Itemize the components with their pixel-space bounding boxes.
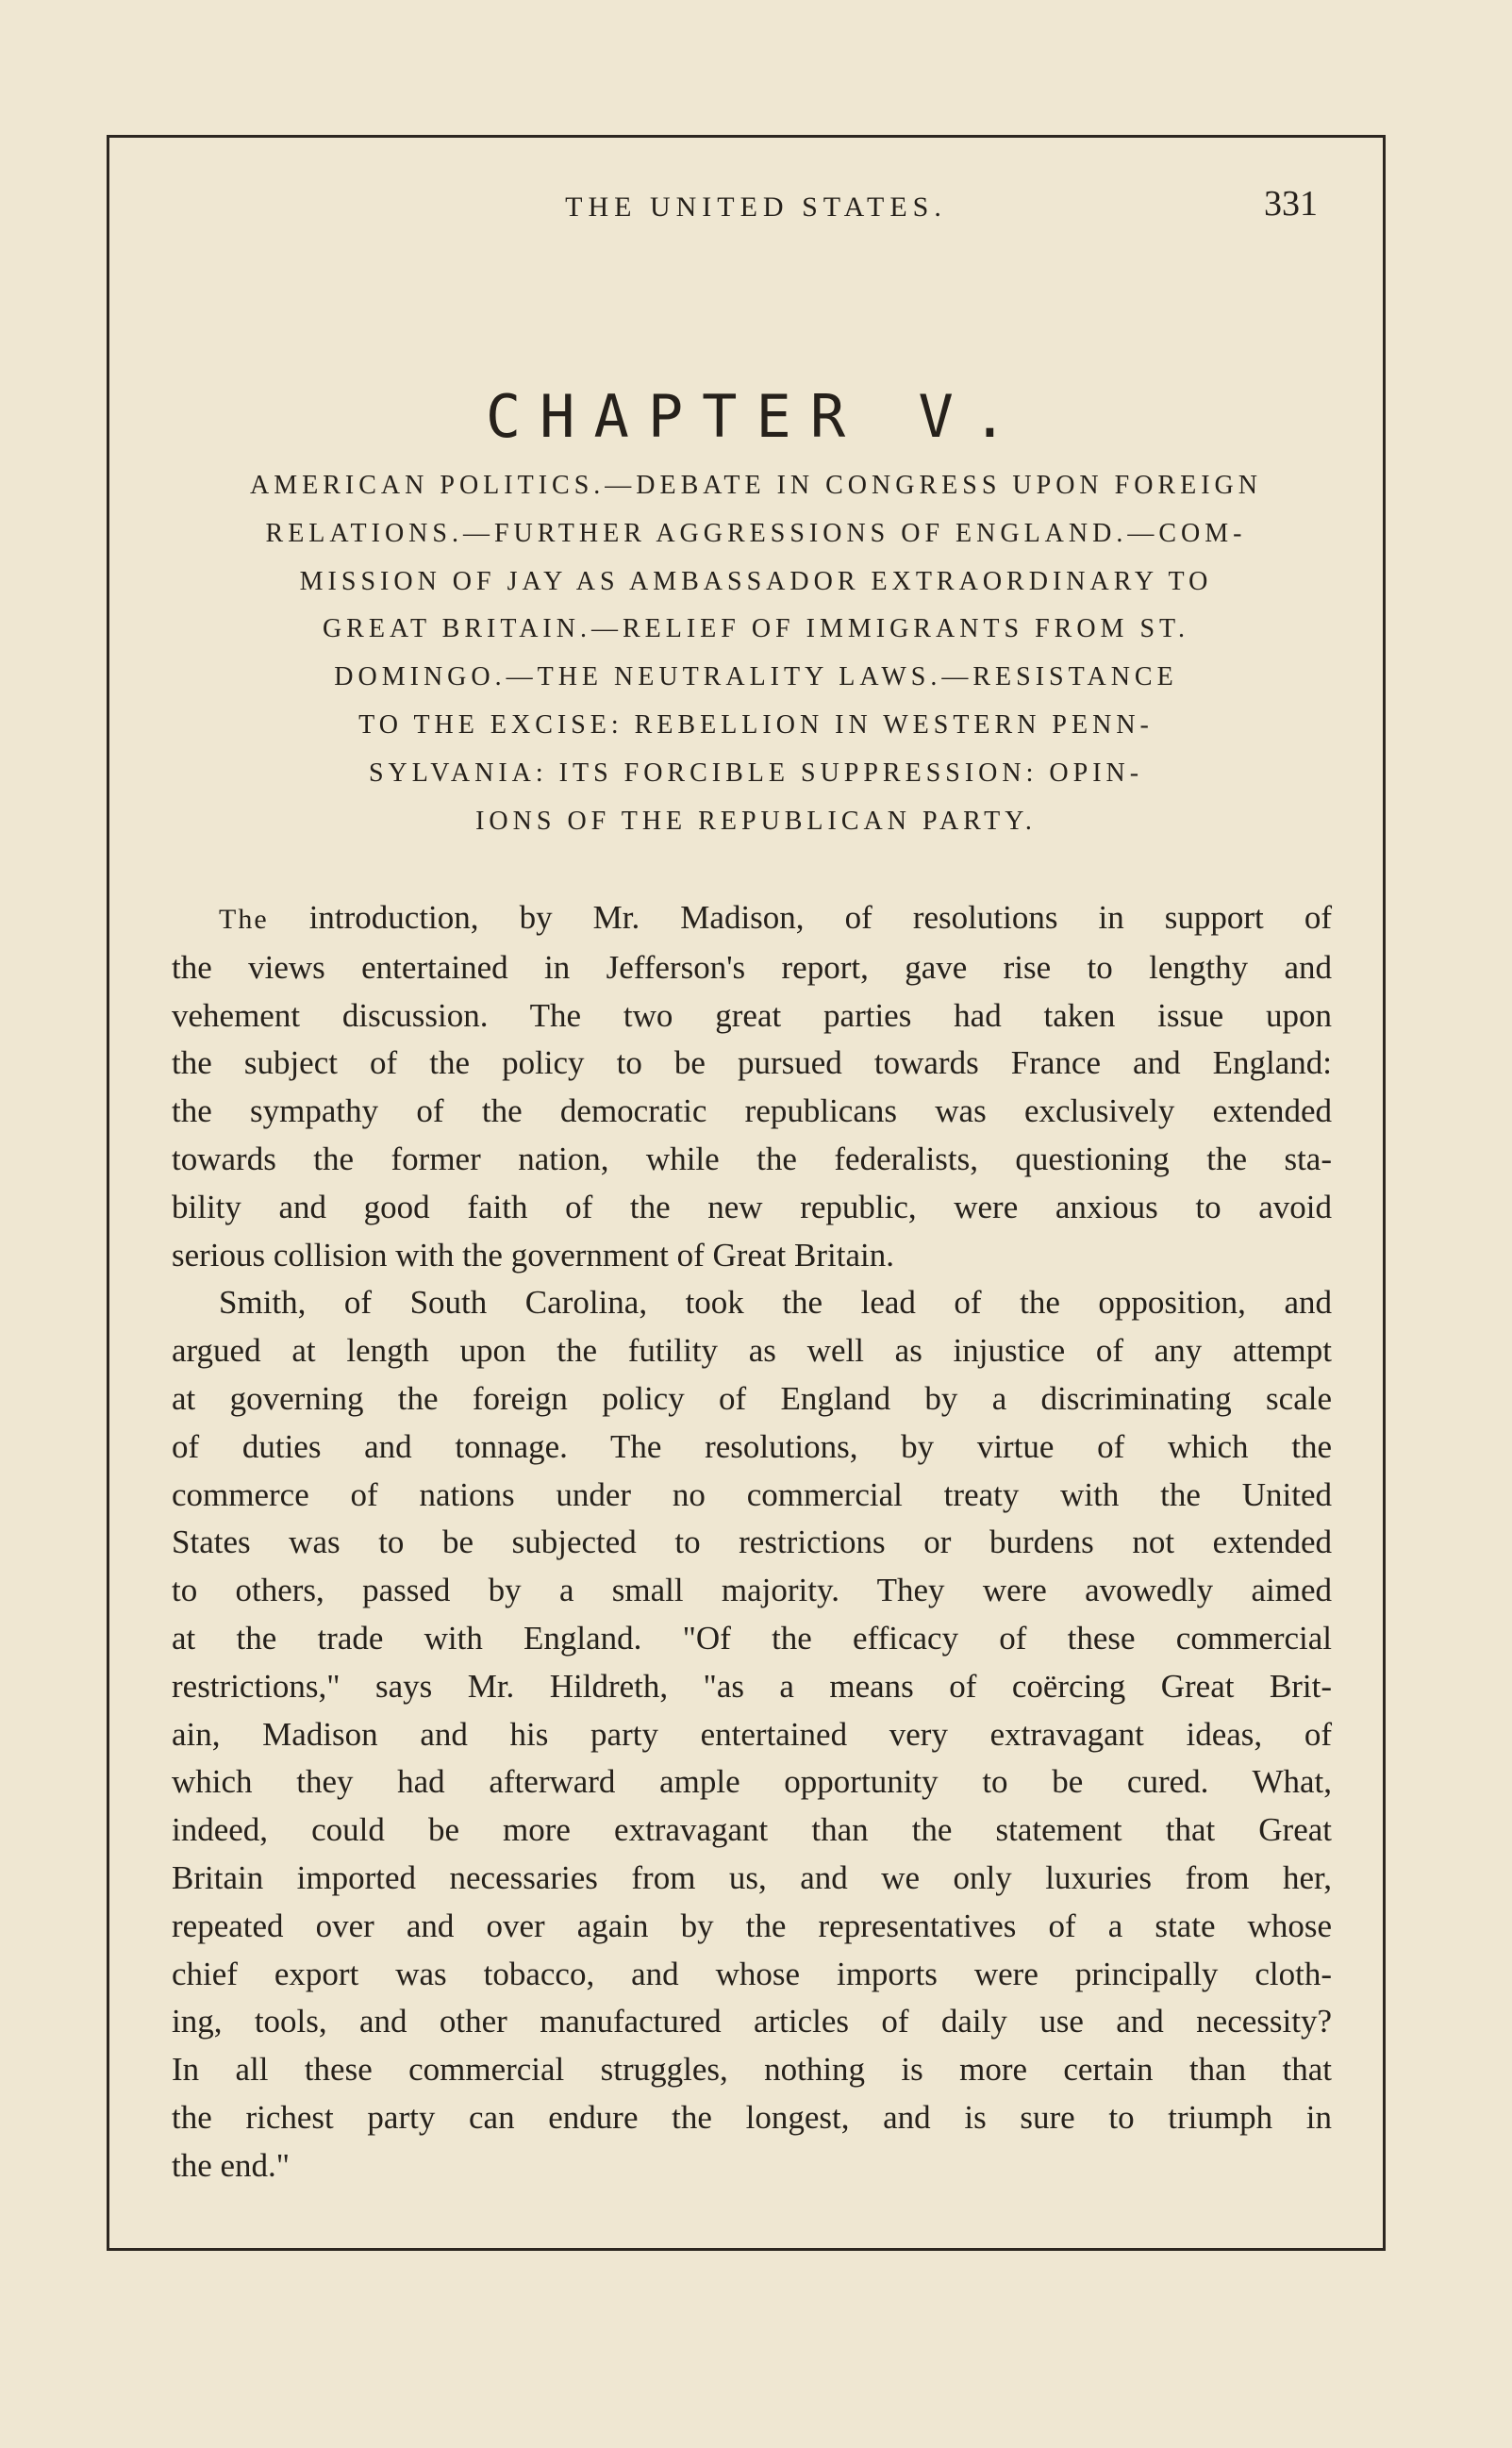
text-line: the end." xyxy=(172,2146,291,2184)
text-line: restrictions," says Mr. Hildreth, "as a means of coërcing Great Brit- xyxy=(172,1667,1332,1705)
running-head xyxy=(0,184,1512,236)
text-line: bility and good faith of the new republic, were anxious to avoid xyxy=(172,1188,1332,1225)
text-line: Smith, of South Carolina, took the lead of the opposition, and xyxy=(219,1284,1332,1322)
text-line: serious collision with the government of Great Britain. xyxy=(172,1236,894,1274)
synopsis-line: AMERICAN POLITICS.—DEBATE IN CONGRESS UPON FOREIGN xyxy=(250,471,1262,500)
body-text xyxy=(172,894,1332,2190)
text-line: the views entertained in Jefferson's report, gave rise to lengthy and xyxy=(172,948,1332,986)
synopsis-line: DOMINGO.—THE NEUTRALITY LAWS.—RESISTANCE xyxy=(334,662,1178,692)
text-line: States was to be subjected to restrictions or burdens not extended xyxy=(172,1524,1332,1561)
text-line: at governing the foreign policy of England by a discriminating scale xyxy=(172,1379,1332,1417)
text-line: vehement discussion. The two great parties had taken issue upon xyxy=(172,996,1332,1034)
text-line: of duties and tonnage. The resolutions, by virtue of which the xyxy=(172,1427,1332,1465)
text-line: the sympathy of the democratic republicans was exclusively extended xyxy=(172,1092,1332,1130)
paragraph-2 xyxy=(172,1279,1332,2190)
text-line: at the trade with England. "Of the efficacy of these commercial xyxy=(172,1619,1332,1657)
synopsis-line: GREAT BRITAIN.—RELIEF OF IMMIGRANTS FROM ST. xyxy=(322,614,1190,644)
text-line: towards the former nation, while the federalists, questioning the sta- xyxy=(172,1140,1332,1177)
text-line: which they had afterward ample opportunity to be cured. What, xyxy=(172,1763,1332,1801)
text-line: repeated over and over again by the representatives of a state whose xyxy=(172,1907,1332,1944)
synopsis-line: RELATIONS.—FURTHER AGGRESSIONS OF ENGLAND.—COM- xyxy=(265,518,1247,548)
chapter-synopsis xyxy=(151,462,1361,845)
text-line xyxy=(172,894,1332,944)
page-number: 331 xyxy=(1264,184,1318,224)
text-line: ing, tools, and other manufactured articles of daily use and necessity? xyxy=(172,2003,1332,2040)
paragraph-1 xyxy=(172,894,1332,1279)
text-line: indeed, could be more extravagant than the statement that Great xyxy=(172,1811,1332,1849)
text-line: commerce of nations under no commercial treaty with the United xyxy=(172,1475,1332,1513)
synopsis-line: MISSION OF JAY AS AMBASSADOR EXTRAORDINARY TO xyxy=(299,566,1213,596)
text-line: the subject of the policy to be pursued towards France and England: xyxy=(172,1044,1332,1082)
text-line: chief export was tobacco, and whose imports were principally cloth- xyxy=(172,1955,1332,1992)
paragraph-lead-word: The xyxy=(219,904,269,935)
text-line: ain, Madison and his party entertained very extravagant ideas, of xyxy=(172,1715,1332,1753)
text-line-rest: introduction, by Mr. Madison, of resolutions in support of xyxy=(268,899,1332,936)
chapter-heading: CHAPTER V. xyxy=(485,381,1027,451)
text-line: argued at length upon the futility as well as injustice of any attempt xyxy=(172,1332,1332,1370)
text-line: In all these commercial struggles, nothing is more certain than that xyxy=(172,2051,1332,2089)
text-line: to others, passed by a small majority. They were avowedly aimed xyxy=(172,1572,1332,1609)
text-line: the richest party can endure the longest, and is sure to triumph in xyxy=(172,2098,1332,2136)
synopsis-line: TO THE EXCISE: REBELLION IN WESTERN PENN- xyxy=(358,709,1154,740)
running-title: THE UNITED STATES. xyxy=(565,192,947,223)
text-line: Britain imported necessaries from us, and we only luxuries from her, xyxy=(172,1858,1332,1896)
synopsis-line: SYLVANIA: ITS FORCIBLE SUPPRESSION: OPIN- xyxy=(368,758,1144,788)
synopsis-line: IONS OF THE REPUBLICAN PARTY. xyxy=(475,806,1037,836)
